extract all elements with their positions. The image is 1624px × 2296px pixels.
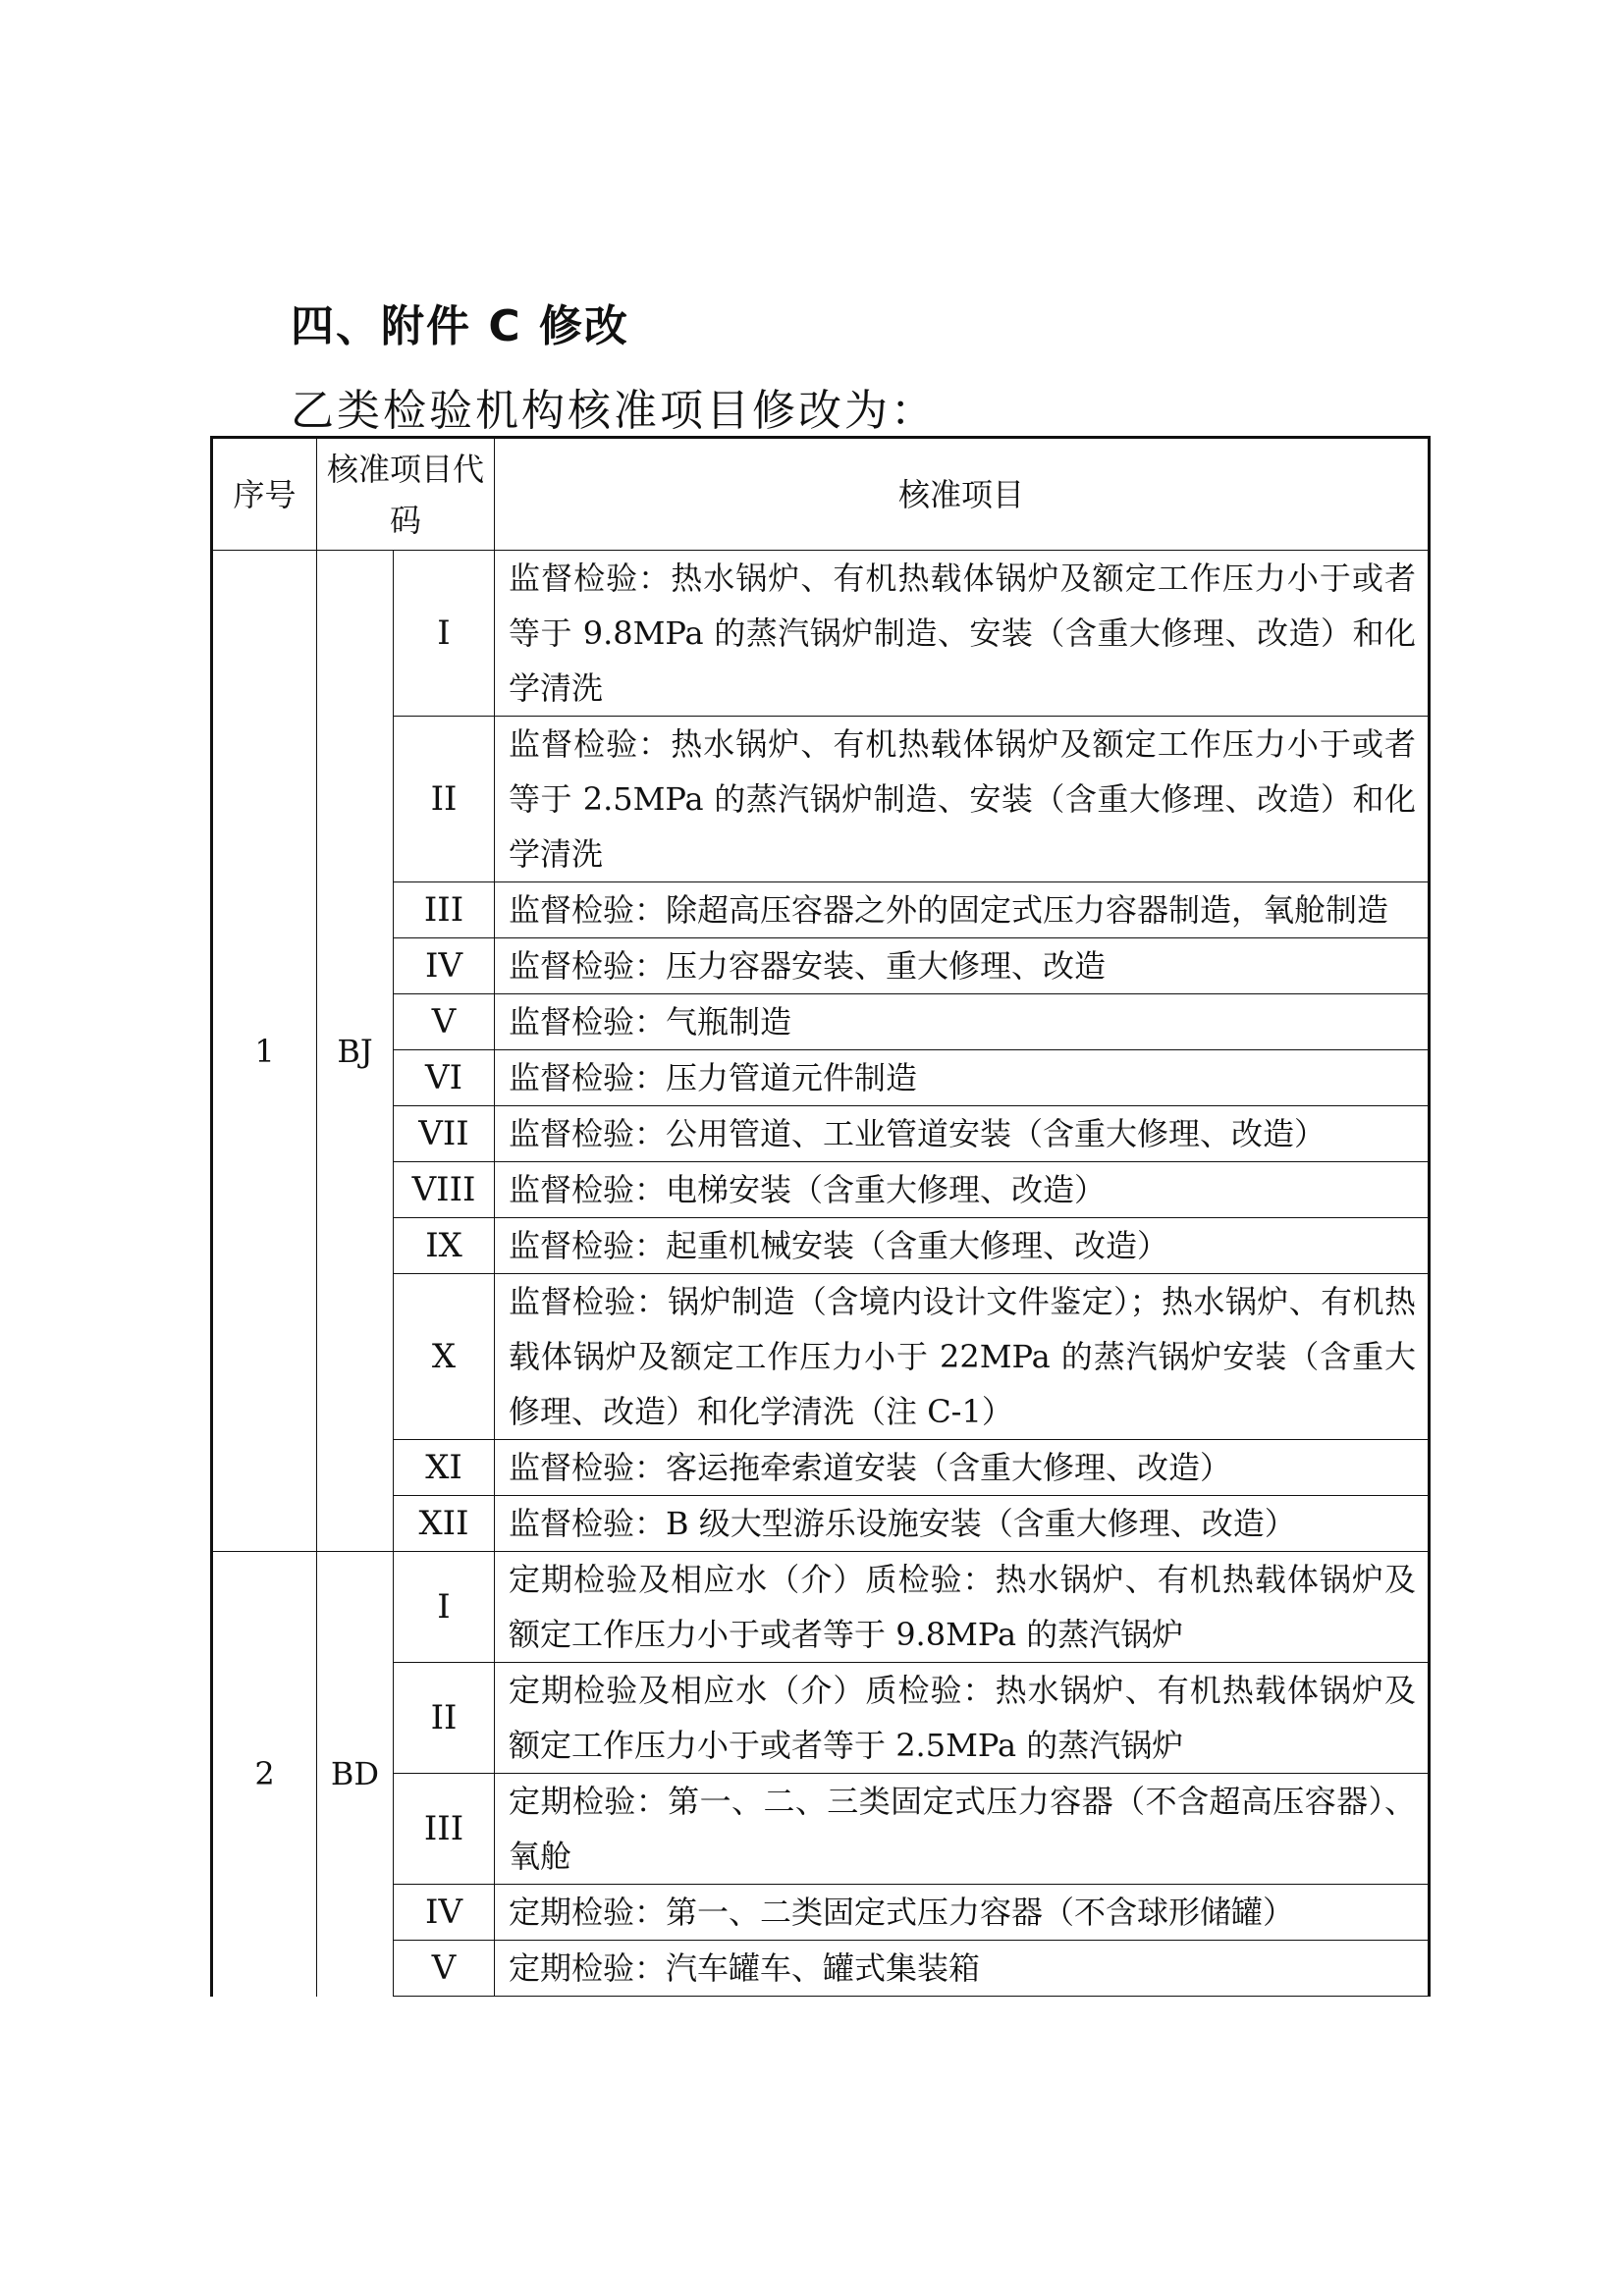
item-text: 监督检验：压力管道元件制造	[495, 1050, 1430, 1106]
group-code: BD	[317, 1552, 394, 1997]
item-text: 监督检验：起重机械安装（含重大修理、改造）	[495, 1218, 1430, 1274]
sub-code: I	[394, 551, 495, 717]
header-code: 核准项目代码	[317, 438, 495, 551]
sub-code: VII	[394, 1106, 495, 1162]
item-text: 监督检验：B 级大型游乐设施安装（含重大修理、改造）	[495, 1496, 1430, 1552]
sub-code: III	[394, 882, 495, 938]
sub-code: XII	[394, 1496, 495, 1552]
item-text: 监督检验：公用管道、工业管道安装（含重大修理、改造）	[495, 1106, 1430, 1162]
table-row	[212, 1885, 1430, 1941]
sub-code: VI	[394, 1050, 495, 1106]
section-heading: 四、附件 C 修改	[291, 301, 629, 351]
table-row	[212, 882, 1430, 938]
table-row	[212, 1050, 1430, 1106]
header-item: 核准项目	[495, 438, 1430, 551]
item-text: 监督检验：热水锅炉、有机热载体锅炉及额定工作压力小于或者等于 2.5MPa 的蒸汽锅炉制造、安装（含重大修理、改造）和化学清洗	[495, 717, 1430, 882]
table-row	[212, 717, 1430, 882]
sub-code: XI	[394, 1440, 495, 1496]
table-header-row	[212, 438, 1430, 551]
table-row	[212, 1162, 1430, 1218]
item-text: 定期检验：第一、二、三类固定式压力容器（不含超高压容器）、氧舱	[495, 1774, 1430, 1885]
item-text: 监督检验：除超高压容器之外的固定式压力容器制造，氧舱制造	[495, 882, 1430, 938]
item-text: 监督检验：电梯安装（含重大修理、改造）	[495, 1162, 1430, 1218]
sub-code: IV	[394, 1885, 495, 1941]
group-seq: 2	[212, 1552, 317, 1997]
table-row	[212, 938, 1430, 994]
sub-code: III	[394, 1774, 495, 1885]
sub-code: IV	[394, 938, 495, 994]
table-row	[212, 1774, 1430, 1885]
sub-code: V	[394, 1941, 495, 1997]
table-row	[212, 994, 1430, 1050]
table-row	[212, 551, 1430, 717]
sub-code: V	[394, 994, 495, 1050]
sub-code: VIII	[394, 1162, 495, 1218]
item-text: 定期检验及相应水（介）质检验：热水锅炉、有机热载体锅炉及额定工作压力小于或者等于 2.5MPa 的蒸汽锅炉	[495, 1663, 1430, 1774]
sub-code: I	[394, 1552, 495, 1663]
sub-code: II	[394, 1663, 495, 1774]
header-seq: 序号	[212, 438, 317, 551]
sub-code: II	[394, 717, 495, 882]
table-row	[212, 1552, 1430, 1663]
item-text: 监督检验：热水锅炉、有机热载体锅炉及额定工作压力小于或者等于 9.8MPa 的蒸汽锅炉制造、安装（含重大修理、改造）和化学清洗	[495, 551, 1430, 717]
item-text: 监督检验：压力容器安装、重大修理、改造	[495, 938, 1430, 994]
section-subheading: 乙类检验机构核准项目修改为：	[291, 386, 937, 436]
item-text: 监督检验：客运拖牵索道安装（含重大修理、改造）	[495, 1440, 1430, 1496]
group-seq: 1	[212, 551, 317, 1552]
table-row	[212, 1274, 1430, 1440]
table-row	[212, 1941, 1430, 1997]
sub-code: IX	[394, 1218, 495, 1274]
group-code: BJ	[317, 551, 394, 1552]
table-row	[212, 1663, 1430, 1774]
table-row	[212, 1218, 1430, 1274]
item-text: 监督检验：锅炉制造（含境内设计文件鉴定）；热水锅炉、有机热载体锅炉及额定工作压力小于 22MPa 的蒸汽锅炉安装（含重大修理、改造）和化学清洗（注 C-1）	[495, 1274, 1430, 1440]
sub-code: X	[394, 1274, 495, 1440]
approval-items-table	[210, 436, 1431, 1997]
item-text: 定期检验及相应水（介）质检验：热水锅炉、有机热载体锅炉及额定工作压力小于或者等于 9.8MPa 的蒸汽锅炉	[495, 1552, 1430, 1663]
item-text: 监督检验：气瓶制造	[495, 994, 1430, 1050]
item-text: 定期检验：汽车罐车、罐式集装箱	[495, 1941, 1430, 1997]
table-row	[212, 1440, 1430, 1496]
table-row	[212, 1106, 1430, 1162]
item-text: 定期检验：第一、二类固定式压力容器（不含球形储罐）	[495, 1885, 1430, 1941]
table-row	[212, 1496, 1430, 1552]
